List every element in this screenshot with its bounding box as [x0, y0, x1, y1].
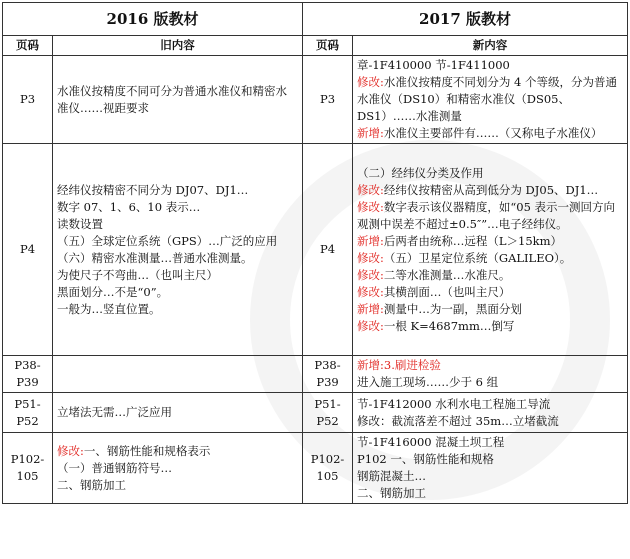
content-line	[357, 250, 623, 267]
content-line	[357, 74, 623, 125]
content-line	[357, 199, 623, 233]
line-text: 修改：截流落差不超过 35m…立堵截流	[357, 413, 559, 428]
new-page-cell	[303, 356, 353, 393]
content-line	[357, 434, 623, 451]
line-text: 为使尺子不弯曲…（也叫主尺）	[57, 267, 218, 282]
old-page-number: P102-105	[10, 452, 45, 483]
new-page-number: P3	[319, 92, 336, 106]
content-line	[357, 468, 623, 485]
table-row	[3, 433, 628, 504]
line-text: 水准仪按精度不同划分为 4 个等级，分为普通水准仪（DS10）和精密水准仪（DS05、DS1）……水准测量	[357, 75, 618, 123]
new-content-column-header: 新内容	[353, 36, 628, 56]
content-line	[57, 460, 298, 477]
table-row	[3, 356, 628, 393]
new-page-number: P38-P39	[314, 358, 341, 389]
old-content-cell	[53, 56, 303, 144]
content-line	[357, 301, 623, 318]
new-page-number: P51-P52	[314, 396, 341, 428]
content-line	[57, 301, 298, 318]
line-text: 章-1F410000 节-1F411000	[357, 58, 510, 72]
old-content-column-header: 旧内容	[53, 36, 303, 56]
new-page-cell	[303, 144, 353, 356]
old-content-cell	[53, 144, 303, 356]
line-text: 其横剖面…（也叫主尺）	[383, 284, 511, 299]
change-tag: 修改:	[357, 250, 384, 265]
content-line	[57, 284, 298, 301]
line-text: 节-1F416000 混凝土坝工程	[357, 435, 505, 449]
new-page-cell	[303, 393, 353, 433]
content-line	[57, 216, 298, 233]
line-text: （五）全球定位系统（GPS）…广泛的应用	[57, 233, 278, 248]
line-text: 二、钢筋加工	[357, 486, 427, 500]
change-tag: 修改:	[357, 318, 384, 333]
line-text: 测量中…为一副，黑面分划	[383, 301, 522, 316]
change-tag: 修改:	[357, 199, 384, 214]
line-text: 后两者由统称…远程（L＞15km）	[383, 233, 563, 248]
content-line	[57, 182, 298, 199]
content-line	[57, 233, 298, 250]
new-content-cell	[353, 356, 628, 393]
line-text: 二等水准测量…水准尺。	[383, 267, 511, 282]
new-content-cell	[353, 56, 628, 144]
line-text: 二、钢筋加工	[57, 477, 126, 492]
line-text: 经纬仪按精密从高到低分为 DJ05、DJ1…	[383, 182, 599, 197]
year-header-row	[3, 3, 628, 36]
content-line	[357, 396, 623, 413]
content-line	[357, 125, 623, 142]
line-text: 黑面划分…不是“0”。	[57, 284, 169, 299]
table-row	[3, 393, 628, 433]
old-page-number: P38-P39	[14, 358, 41, 389]
content-line	[57, 443, 298, 460]
old-page-cell	[3, 144, 53, 356]
line-text: 一、钢筋性能和规格表示	[83, 443, 211, 458]
content-line	[357, 165, 623, 182]
content-line	[357, 233, 623, 250]
new-page-cell	[303, 433, 353, 504]
line-text: （二）经纬仪分类及作用	[357, 165, 484, 180]
change-tag: 修改:	[357, 284, 384, 299]
old-page-number: P4	[19, 242, 36, 256]
change-tag: 修改:	[357, 267, 384, 282]
line-text: （一）普通钢筋符号…	[57, 460, 172, 475]
content-line	[357, 182, 623, 199]
new-content-cell	[353, 433, 628, 504]
content-line	[57, 83, 298, 117]
new-year-header: 2017 版教材	[303, 3, 628, 36]
table-row	[3, 144, 628, 356]
old-page-cell	[3, 433, 53, 504]
change-tag: 修改:	[357, 182, 384, 197]
change-tag: 新增:	[357, 358, 384, 372]
change-tag: 修改:	[357, 75, 384, 89]
line-text: （五）卫星定位系统（GALILEO）。	[383, 250, 572, 265]
content-line	[57, 250, 298, 267]
line-text: 3.刷进检验	[383, 358, 441, 372]
line-text: 一根 K=4687mm…倒写	[383, 318, 515, 333]
content-line	[57, 477, 298, 494]
new-page-number: P4	[319, 242, 336, 256]
old-page-number: P3	[19, 92, 36, 106]
content-line	[357, 485, 623, 502]
content-line	[357, 318, 623, 335]
new-page-number: P102-105	[310, 452, 345, 483]
content-line	[57, 267, 298, 284]
change-tag: 新增:	[357, 301, 384, 316]
column-header-row	[3, 36, 628, 56]
content-line	[357, 57, 623, 74]
table-row	[3, 56, 628, 144]
line-text: 经纬仪按精密不同分为 DJ07、DJ1…	[57, 182, 249, 197]
line-text: 读数设置	[57, 216, 103, 231]
old-page-cell	[3, 356, 53, 393]
content-line	[357, 451, 623, 468]
content-line	[357, 413, 623, 430]
content-line	[57, 404, 298, 421]
new-content-cell	[353, 144, 628, 356]
content-line	[57, 199, 298, 216]
new-page-cell	[303, 56, 353, 144]
old-page-cell	[3, 393, 53, 433]
line-text: 立堵法无需…广泛应用	[57, 405, 172, 419]
comparison-table	[2, 2, 628, 504]
line-text: 数字 07、1、6、10 表示…	[57, 199, 201, 214]
content-line	[357, 284, 623, 301]
line-text: 一般为…竖直位置。	[57, 301, 161, 316]
content-line	[357, 357, 623, 374]
old-content-cell	[53, 433, 303, 504]
content-line	[357, 374, 623, 391]
table-body	[3, 56, 628, 504]
new-content-cell	[353, 393, 628, 433]
old-content-cell	[53, 356, 303, 393]
page-column-header-2: 页码	[303, 36, 353, 56]
change-tag: 新增:	[357, 126, 384, 140]
content-line	[357, 267, 623, 284]
old-year-header: 2016 版教材	[3, 3, 303, 36]
line-text: P102 一、钢筋性能和规格	[357, 452, 494, 466]
line-text: 水准仪主要部件有……（又称电子水准仪）	[383, 126, 603, 140]
line-text: 进入施工现场……少于 6 组	[357, 375, 499, 389]
line-text: 节-1F412000 水利水电工程施工导流	[357, 396, 551, 411]
change-tag: 修改:	[57, 443, 84, 458]
line-text: 钢筋混凝土…	[357, 469, 427, 483]
line-text: （六）精密水准测量…普通水准测量。	[57, 250, 253, 265]
old-page-cell	[3, 56, 53, 144]
change-tag: 新增:	[357, 233, 384, 248]
line-text: 数字表示该仪器精度，如“05 表示一测回方向观测中误差不超过±0.5″”…电子经纬仪。	[357, 199, 616, 231]
old-page-number: P51-P52	[14, 396, 41, 428]
line-text: 水准仪按精度不同可分为普通水准仪和精密水准仪……视距要求	[57, 83, 287, 115]
page-column-header: 页码	[3, 36, 53, 56]
old-content-cell	[53, 393, 303, 433]
